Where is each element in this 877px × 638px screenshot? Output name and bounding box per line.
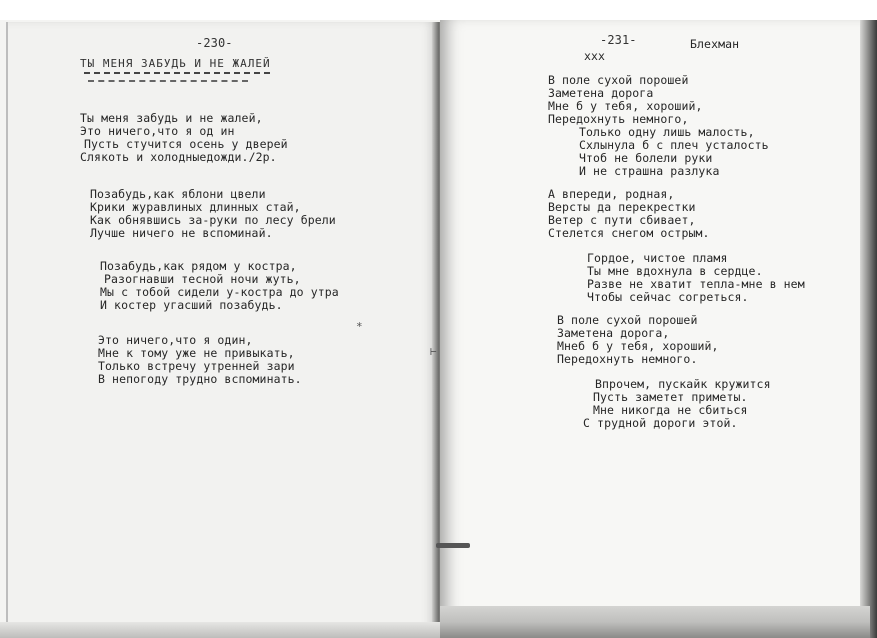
poem-line: Только встречу утренней зари xyxy=(98,359,295,373)
poem-line: Впрочем, пускайк кружится xyxy=(595,377,771,391)
poem-line: Ты мне вдохнула в сердце. xyxy=(587,264,763,278)
poem-line: Лучше ничего не вспоминай. xyxy=(90,226,273,240)
ink-speck: ⊢ xyxy=(430,345,437,358)
poem-line: Разогнавши тесной ночи жуть, xyxy=(104,272,301,286)
poem-line: В поле сухой порошей xyxy=(548,73,689,87)
left-poem-title: ТЫ МЕНЯ ЗАБУДЬ И НЕ ЖАЛЕЙ xyxy=(80,57,271,70)
poem-line: С трудной дороги этой. xyxy=(583,416,738,430)
poem-line: Пусть заметет приметы. xyxy=(593,390,748,404)
poem-heading: ххх xyxy=(584,49,606,63)
poem-line: Мнеб б у тебя, хороший, xyxy=(557,339,719,353)
poem-line: Передохнуть немного, xyxy=(548,112,689,126)
poem-line: Только одну лишь малость, xyxy=(579,125,755,139)
poem-line: Это ничего,что я од ин xyxy=(80,124,235,138)
poem-line: Гордое, чистое пламя xyxy=(587,251,728,265)
poem-line: Пусть стучится осень у дверей xyxy=(84,137,288,151)
poem-line: Крики журавлиных длинных стай, xyxy=(90,200,301,214)
poem-line: В непогоду трудно вспоминать. xyxy=(98,372,302,386)
page-edge-bottom xyxy=(440,606,870,638)
ink-speck: ∗ xyxy=(356,318,363,331)
poem-line: Заметена дорога, xyxy=(557,326,670,340)
page-edge-right xyxy=(860,20,877,638)
poem-line: А впереди, родная, xyxy=(548,187,675,201)
poem-line: Слякоть и холодныедожди./2р. xyxy=(80,150,277,164)
poem-line: Мы с тобой сидели у-костра до утра xyxy=(100,285,339,299)
right-page-number: -231- xyxy=(600,33,637,47)
poem-line: Ветер с пути сбивает, xyxy=(548,213,696,227)
poem-line: Мне никогда не сбиться xyxy=(593,403,748,417)
binding-clip xyxy=(436,543,470,548)
poem-line: Это ничего,что я один, xyxy=(98,333,253,347)
poem-line: Схлынула б с плеч усталость xyxy=(579,138,769,152)
poem-line: И костер угасший позабудь. xyxy=(100,298,283,312)
poem-line: Позабудь,как рядом у костра, xyxy=(100,259,297,273)
poem-line: Чтобы сейчас согреться. xyxy=(587,290,749,304)
page-edge-bottom-left xyxy=(0,622,440,638)
poem-line: В поле сухой порошей xyxy=(557,313,698,327)
title-underline-2 xyxy=(88,80,248,82)
poem-line: Мне к тому уже не привыкать, xyxy=(98,346,295,360)
poem-line: Стелется снегом острым. xyxy=(548,226,710,240)
poem-line: Ты меня забудь и не жалей, xyxy=(80,111,263,125)
poem-line: Чтоб не болели руки xyxy=(579,151,713,165)
poem-line: Позабудь,как яблони цвели xyxy=(90,187,266,201)
poem-line: Разве не хватит тепла-мне в нем xyxy=(587,277,805,291)
left-page-number: -230- xyxy=(196,36,233,50)
poem-line: Передохнуть немного. xyxy=(557,352,698,366)
poem-line: Заметена дорога xyxy=(548,86,654,100)
poem-line: Как обнявшись за-руки по лесу брели xyxy=(90,213,336,227)
poem-line: Мне б у тебя, хороший, xyxy=(548,99,703,113)
author-name: Блехман xyxy=(690,37,740,51)
poem-line: Версты да перекрестки xyxy=(548,200,696,214)
scan-top-margin xyxy=(0,0,877,20)
poem-line: И не страшна разлука xyxy=(579,164,720,178)
title-underline xyxy=(84,72,270,74)
